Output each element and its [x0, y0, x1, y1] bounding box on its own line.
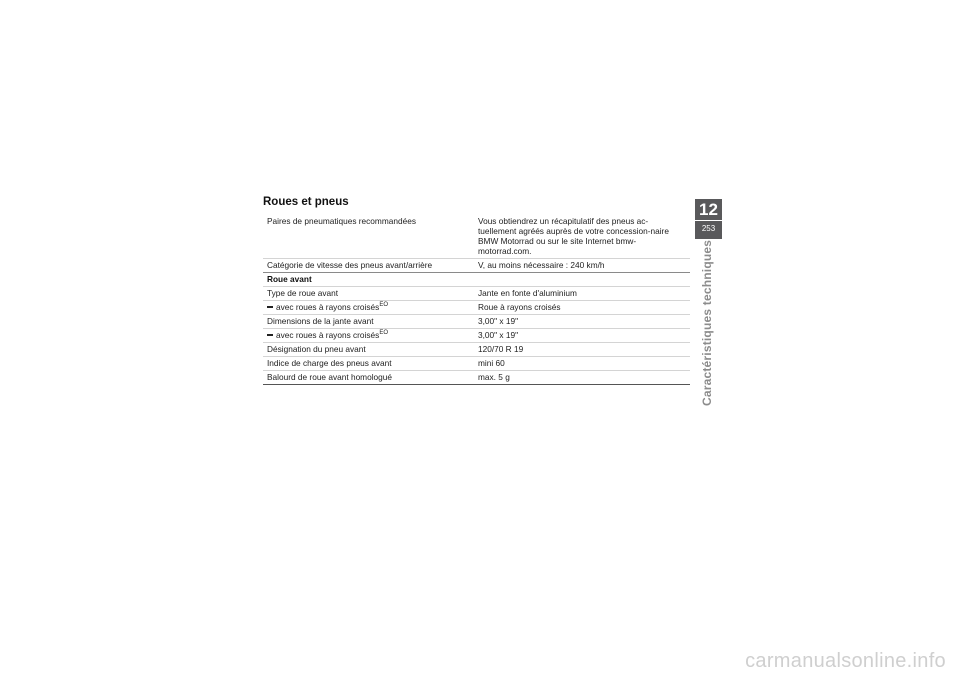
chapter-side-label: Caractéristiques techniques	[700, 239, 714, 406]
row-label: Indice de charge des pneus avant	[263, 357, 477, 371]
specifications-table	[263, 215, 690, 385]
table-row	[263, 259, 690, 273]
chapter-tab	[695, 199, 722, 239]
table-row	[263, 357, 690, 371]
chapter-divider	[695, 220, 722, 221]
table-row	[263, 287, 690, 301]
row-value: 120/70 R 19	[477, 343, 690, 357]
row-value: Roue à rayons croisés	[477, 301, 690, 315]
table-row	[263, 315, 690, 329]
row-value: V, au moins nécessaire : 240 km/h	[477, 259, 690, 273]
row-value: Vous obtiendrez un récapitulatif des pneus ac-tuellement agréés auprès de votre concession-naire BMW Motorrad ou sur le site Internet bmw-motorrad.com.	[477, 215, 690, 259]
eo-superscript: EO	[379, 330, 388, 337]
row-label: Dimensions de la jante avant	[263, 315, 477, 329]
row-value: mini 60	[477, 357, 690, 371]
row-label: Balourd de roue avant homologué	[263, 371, 477, 385]
row-value: Jante en fonte d'aluminium	[477, 287, 690, 301]
row-label: Désignation du pneu avant	[263, 343, 477, 357]
table-row	[263, 329, 690, 343]
page-title: Roues et pneus	[263, 196, 349, 208]
row-label: Type de roue avant	[263, 287, 477, 301]
row-label-cell	[263, 301, 477, 315]
watermark-text: carmanualsonline.info	[745, 650, 946, 672]
row-label: avec roues à rayons croisés	[276, 330, 380, 340]
row-label: Paires de pneumatiques recommandées	[263, 215, 477, 259]
chapter-number: 12	[699, 200, 718, 219]
page-number: 253	[701, 224, 716, 233]
table-row	[263, 343, 690, 357]
section-header: Roue avant	[263, 273, 690, 287]
dash-icon	[267, 306, 273, 307]
table-row	[263, 215, 690, 259]
section-header-row	[263, 273, 690, 287]
eo-superscript: EO	[379, 302, 388, 309]
row-label-cell	[263, 329, 477, 343]
table-row	[263, 301, 690, 315]
table-row	[263, 371, 690, 385]
row-value: 3,00" x 19"	[477, 315, 690, 329]
row-value: 3,00" x 19"	[477, 329, 690, 343]
row-value: max. 5 g	[477, 371, 690, 385]
row-label: avec roues à rayons croisés	[276, 302, 380, 312]
row-label: Catégorie de vitesse des pneus avant/arrière	[263, 259, 477, 273]
dash-icon	[267, 334, 273, 335]
